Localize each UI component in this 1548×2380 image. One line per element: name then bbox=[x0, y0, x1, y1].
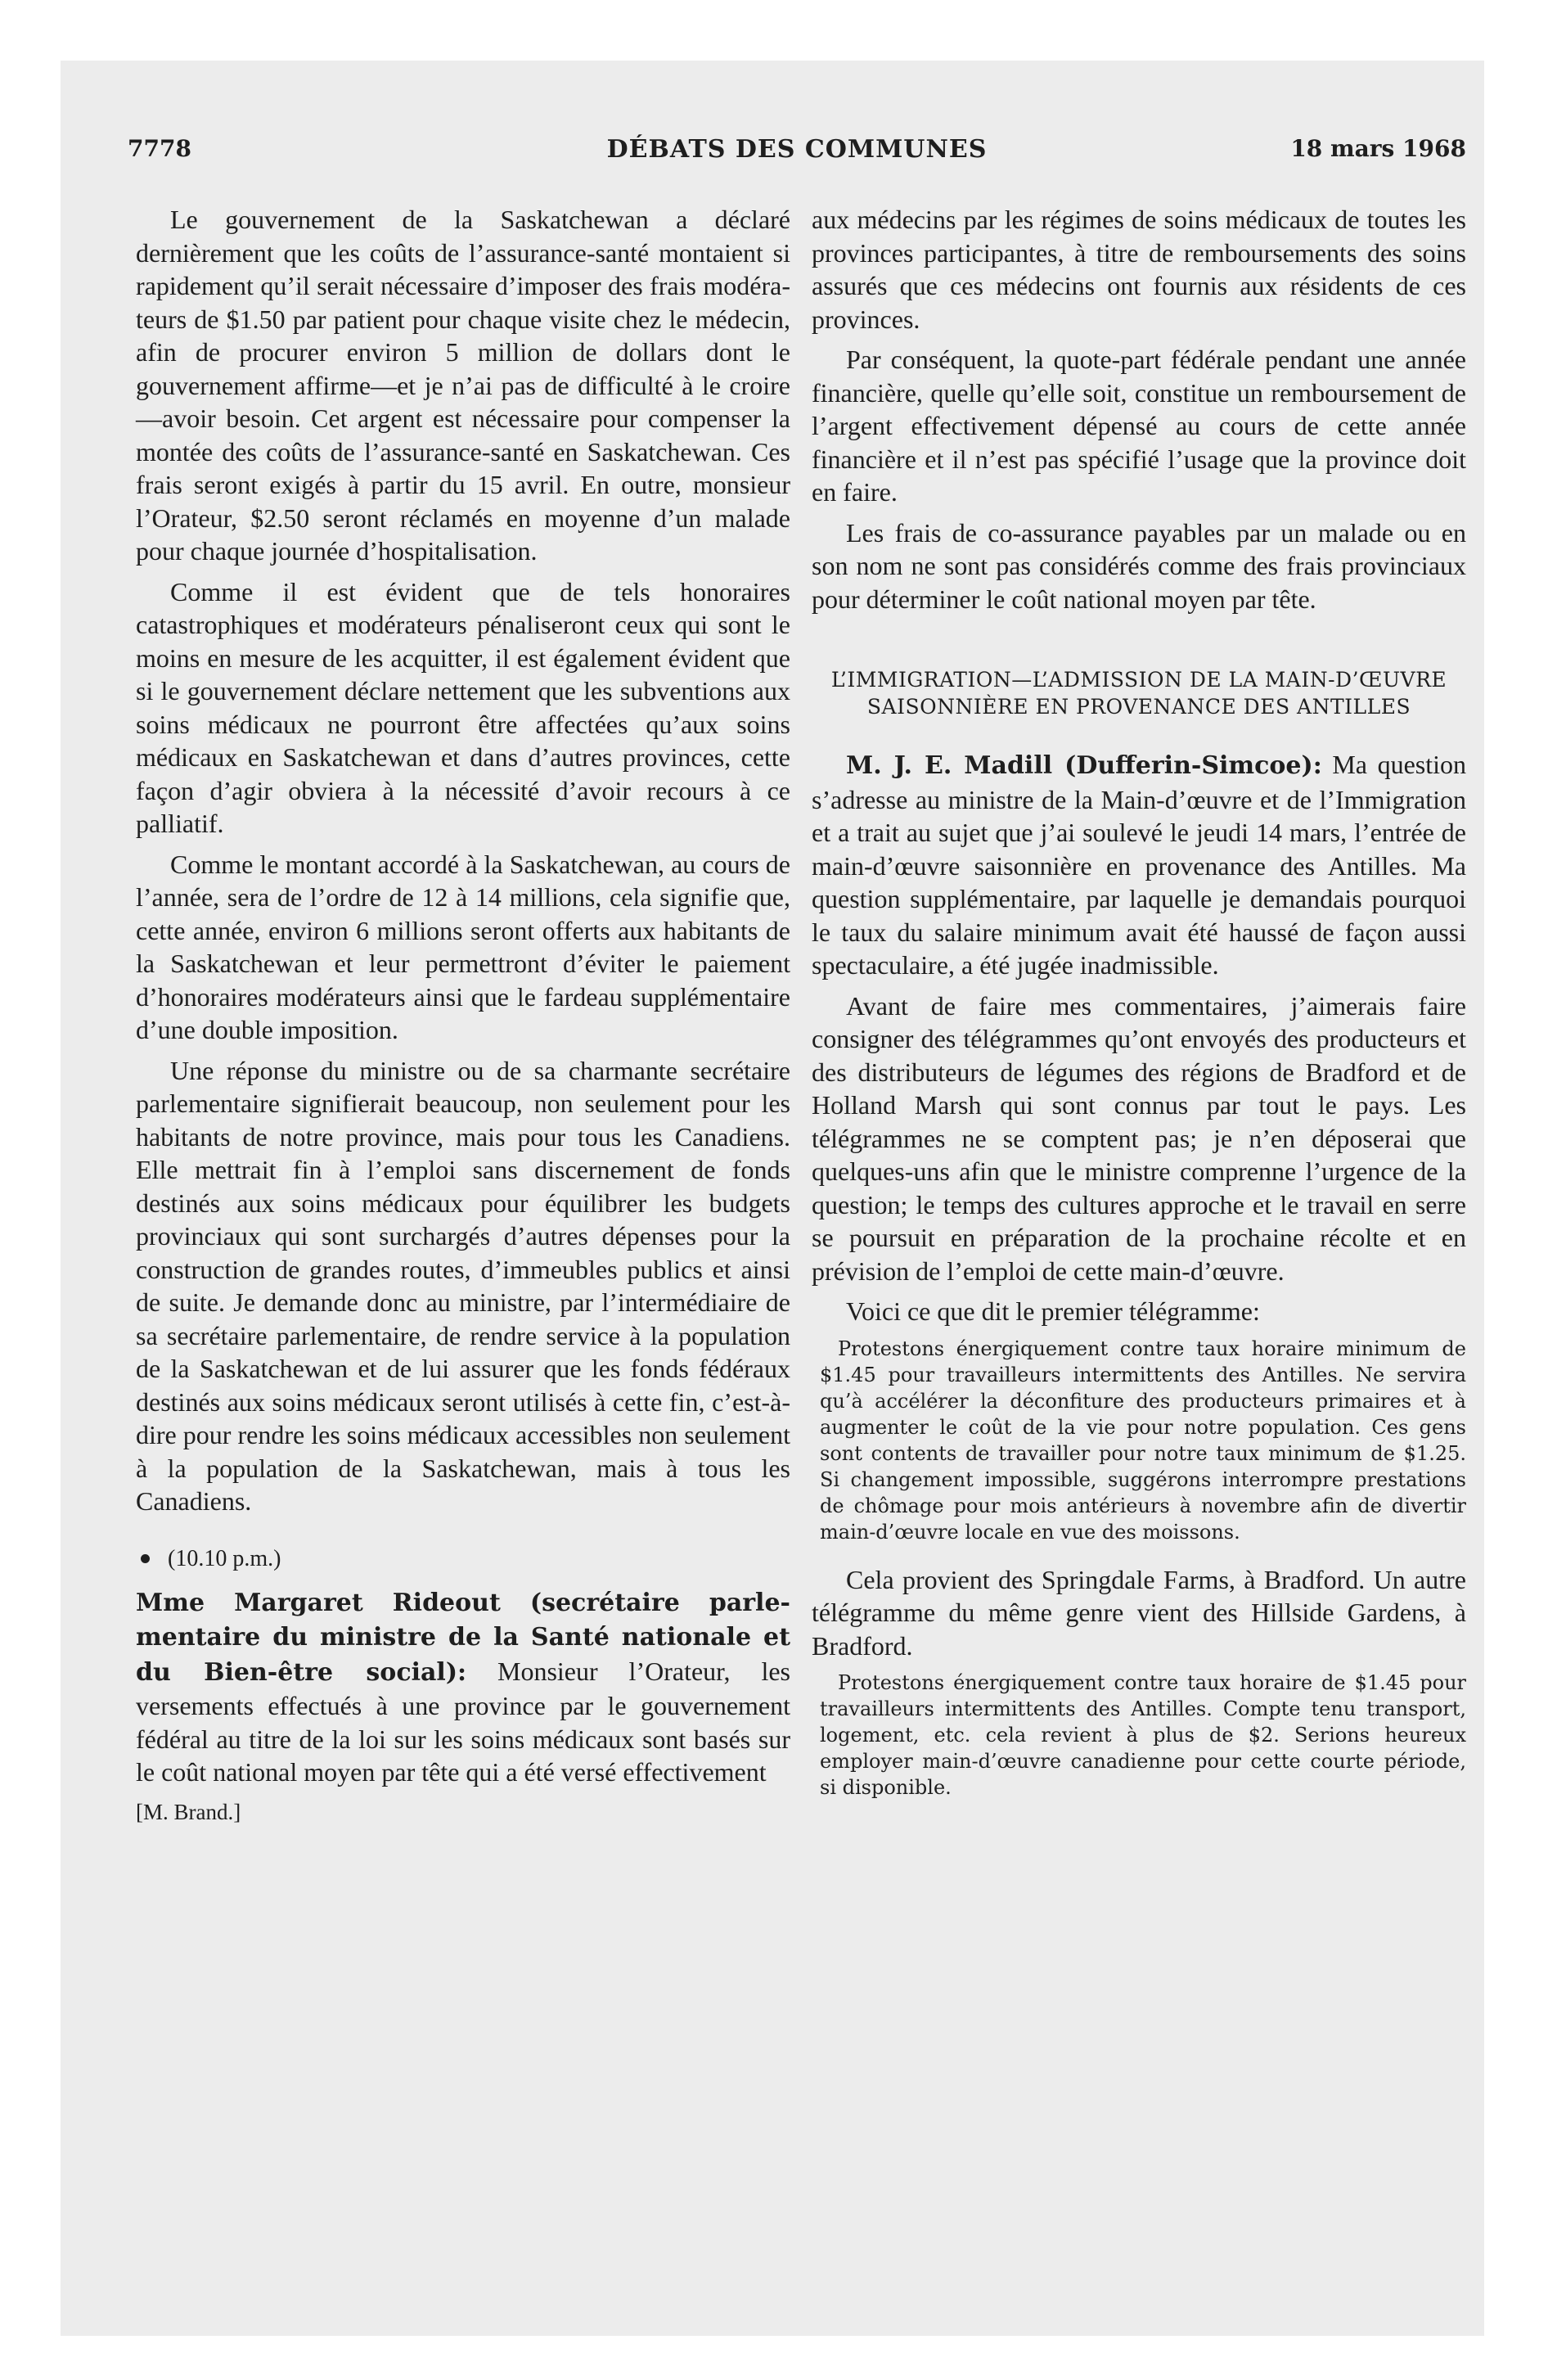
speaker-note: [M. Brand.] bbox=[136, 1799, 241, 1824]
speaker-text: Ma question s’adresse au ministre de la Main-d’œuvre et de l’Immigration et a trait au sujet que j’ai soulevé le jeudi 14 mars, l’entrée de main-d’œuvre saisonnière en provenance des Antilles. Ma question supplémentaire, par laquelle je demandais pourquoi le taux du salaire minimum avait été haussé de façon aussi spectaculaire, a été jugée inadmissible. bbox=[812, 750, 1467, 980]
paragraph: Comme il est évident que de tels honoraires catastrophiques et modérateurs pénaliseront ceux qui sont le moins en mesure de les acquitter, il est également évident que si le gouvernement déclare nettement que les subventions aux soins médicaux ne pourront être affectées qu’aux soins médicaux en Saskatchewan et dans d’autres provinces, cette façon d’agir obviera à la nécessité d’avoir recours à ce palliatif. bbox=[136, 576, 790, 838]
page-header bbox=[128, 135, 1466, 176]
right-column bbox=[812, 203, 1466, 1819]
paragraph: Voici ce que dit le premier télégramme: bbox=[846, 1296, 1260, 1326]
left-column bbox=[136, 203, 790, 1828]
paragraph: Les frais de co-assurance payables par un malade ou en son nom ne sont pas considérés comme des frais provinciaux pour déterminer le coût national moyen par tête. bbox=[812, 517, 1466, 614]
page-date: 18 mars 1968 bbox=[1290, 135, 1466, 162]
section-heading: L’IMMIGRATION—L’ADMISSION DE LA MAIN-D’ŒUVRE SAISONNIÈRE EN PROVENANCE DES ANTILLES bbox=[830, 668, 1447, 719]
paragraph: Le gouvernement de la Saskatchewan a déclaré dernièrement que les coûts de l’assurance-santé montaient si rapidement qu’il serait nécessaire d’imposer des frais modérateurs de $1.50 par patient pour chaque visite chez le médecin, afin de procurer environ 5 million de dollars dont le gouvernement affirme—et je n’ai pas de difficulté à le croire—avoir besoin. Cet argent est nécessaire pour compenser la montée des coûts de l’assurance-santé en Saskatchewan. Ces frais seront exigés à partir du 15 avril. En outre, monsieur l’Orateur, $2.50 seront réclamés en moyenne d’un malade pour chaque journée d’hospitalisation. bbox=[136, 205, 790, 566]
paragraph: Avant de faire mes commentaires, j’aimerais faire consigner des télégrammes qu’ont envoyés des producteurs et des distributeurs de légumes des régions de Bradford et de Holland Marsh qui sont connus par tout le pays. Les télégrammes ne se comptent pas; je n’en déposerai que quelques-uns afin que le ministre comprenne l’urgence de la question; le temps des cultures approche et le travail en serre se poursuit en préparation de la prochaine récolte et en prévision de l’emploi de cette main-d’œuvre. bbox=[812, 990, 1466, 1286]
speaker-name: M. J. E. Madill (Dufferin-Simcoe): bbox=[846, 751, 1322, 780]
paragraph: Une réponse du ministre ou de sa charmante secrétaire parlementaire signifierait beaucoup, non seulement pour les habitants de notre province, mais pour tous les Canadiens. Elle mettrait fin à l’emploi sans discernement de fonds destinés aux soins médicaux pour équilibrer les budgets provinciaux qui sont surchargés d’autres dépenses pour la construction de grandes routes, d’immeubles publics et ainsi de suite. Je demande donc au ministre, par l’intermédiaire de sa secrétaire parlementaire, de rendre service à la population de la Saskatchewan et de lui assurer que les fonds fédéraux destinés aux soins médicaux seront utilisés à cette fin, c’est-à-dire pour rendre les soins médicaux accessibles non seulement à la population de la Saskatchewan, mais à tous les Canadiens. bbox=[136, 1055, 790, 1516]
publication-title: DÉBATS DES COMMUNES bbox=[606, 135, 988, 164]
telegram-quote: Protestons énergiquement contre taux horaire de $1.45 pour travailleurs intermittents des Antilles. Compte tenu transport, logement, etc. cela revient à plus de $2. Serions heureux employer main-d’œuvre canadienne pour cette courte période, si disponible. bbox=[820, 1671, 1466, 1799]
speaker-text: Monsieur l’Orateur, les versements effectués à une province par le gouvernement fédéral au titre de la loi sur les soins médicaux sont basés sur le coût national moyen par tête qui a été versé effectivement bbox=[136, 1656, 790, 1787]
paragraph: Cela provient des Springdale Farms, à Bradford. Un autre télégramme du même genre vient des Hillside Gardens, à Bradford. bbox=[812, 1564, 1466, 1661]
speaker-name: Mme Margaret Rideout (secrétaire parlementaire du ministre de la Santé nationale et du Bien-être social): bbox=[136, 1588, 790, 1687]
speaker-paragraph bbox=[136, 1585, 790, 1789]
paragraph: Par conséquent, la quote-part fédérale pendant une année financière, quelle qu’elle soit, constitue un remboursement de l’argent effectivement dépensé au cours de cette année financière et il n’est pas spécifié l’usage que la province doit en faire. bbox=[812, 345, 1466, 507]
bullet-icon bbox=[141, 1554, 150, 1563]
page-number: 7778 bbox=[128, 135, 191, 162]
paragraph: aux médecins par les régimes de soins médicaux de toutes les provinces participantes, à titre de remboursements des soins assurés que ces médecins ont fournis aux résidents de ces provinces. bbox=[812, 205, 1466, 334]
telegram-quote: Protestons énergiquement contre taux horaire minimum de $1.45 pour travailleurs intermittents des Antilles. Ne servira qu’à accélérer la déconfiture des producteurs primaires et à augmenter le coût de la vie pour notre population. Ces gens sont contents de travailler pour notre taux minimum de $1.25. Si changement impossible, suggérons interrompre prestations de chômage pour mois antérieurs à novembre afin de divertir main-d’œuvre locale en vue des moissons. bbox=[820, 1336, 1466, 1544]
paragraph: Comme le montant accordé à la Saskatchewan, au cours de l’année, sera de l’ordre de 12 à 14 millions, cela signifie que, cette année, environ 6 millions seront offerts aux habitants de la Saskatchewan et leur permettront d’éviter le paiement d’honoraires modérateurs ainsi que le fardeau supplémentaire d’une double imposition. bbox=[136, 849, 790, 1044]
speaker-paragraph bbox=[812, 748, 1466, 982]
time-stamp bbox=[136, 1543, 790, 1575]
time-stamp-text: (10.10 p.m.) bbox=[168, 1545, 281, 1571]
